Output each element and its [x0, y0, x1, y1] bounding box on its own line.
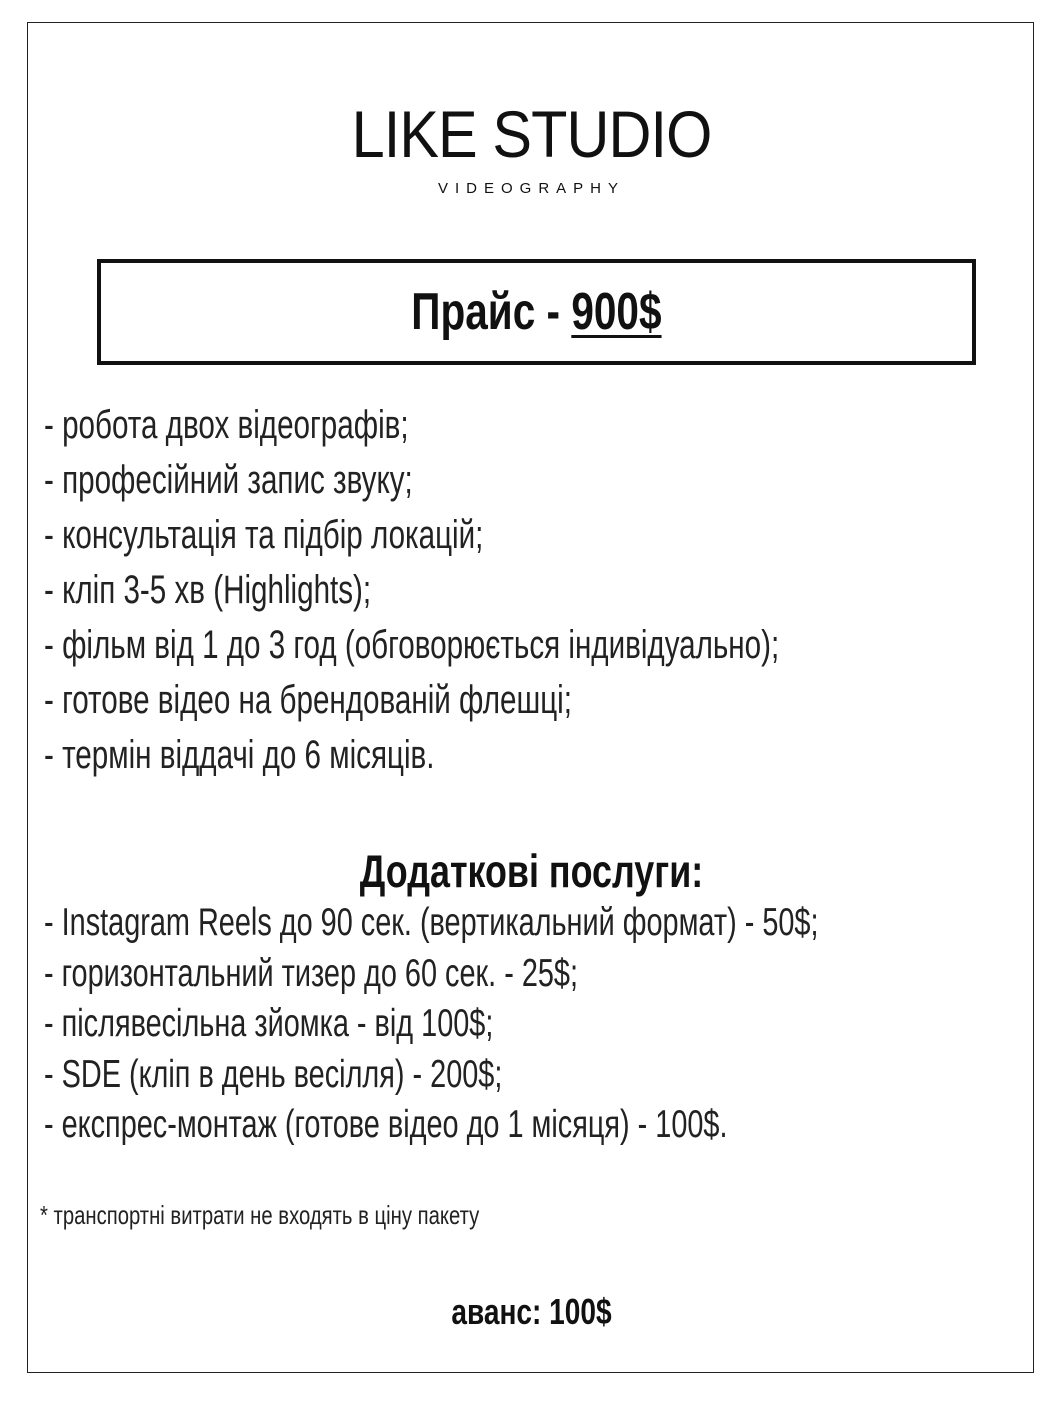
list-item: - фільм від 1 до 3 год (обговорюється індивідуально);: [44, 623, 780, 667]
list-item: - SDE (кліп в день весілля) - 200$;: [44, 1052, 503, 1096]
footnote: * транспортні витрати не входять в ціну пакету: [40, 1200, 480, 1230]
extras-heading: Додаткові послуги:: [359, 845, 704, 897]
list-item: - післявесільна зйомка - від 100$;: [44, 1002, 494, 1045]
list-item: - консультація та підбір локацій;: [44, 513, 484, 557]
list-item: - горизонтальний тизер до 60 сек. - 25$;: [44, 951, 579, 995]
list-item: - Instagram Reels до 90 сек. (вертикальний формат) - 50$;: [44, 901, 819, 944]
list-item: - робота двох відеографів;: [44, 403, 409, 447]
price-box: [97, 259, 976, 365]
list-item: - професійний запис звуку;: [44, 458, 413, 502]
deposit-amount: аванс: 100$: [451, 1291, 612, 1332]
price-label: Прайс -: [411, 283, 572, 341]
price-title: [411, 282, 661, 342]
list-item: - експрес-монтаж (готове відео до 1 місяця) - 100$.: [44, 1103, 728, 1146]
list-item: - термін віддачі до 6 місяців.: [44, 733, 435, 777]
extra-services-list: [44, 898, 1063, 1151]
brand-tagline: VIDEOGRAPHY: [437, 180, 626, 197]
brand-name: LIKE STUDIO: [351, 97, 712, 171]
list-item: - кліп 3-5 хв (Highlights);: [44, 568, 372, 612]
list-item: - готове відео на брендованій флешці;: [44, 678, 572, 722]
price-value: 900$: [571, 283, 662, 341]
included-services-list: [44, 398, 1038, 783]
